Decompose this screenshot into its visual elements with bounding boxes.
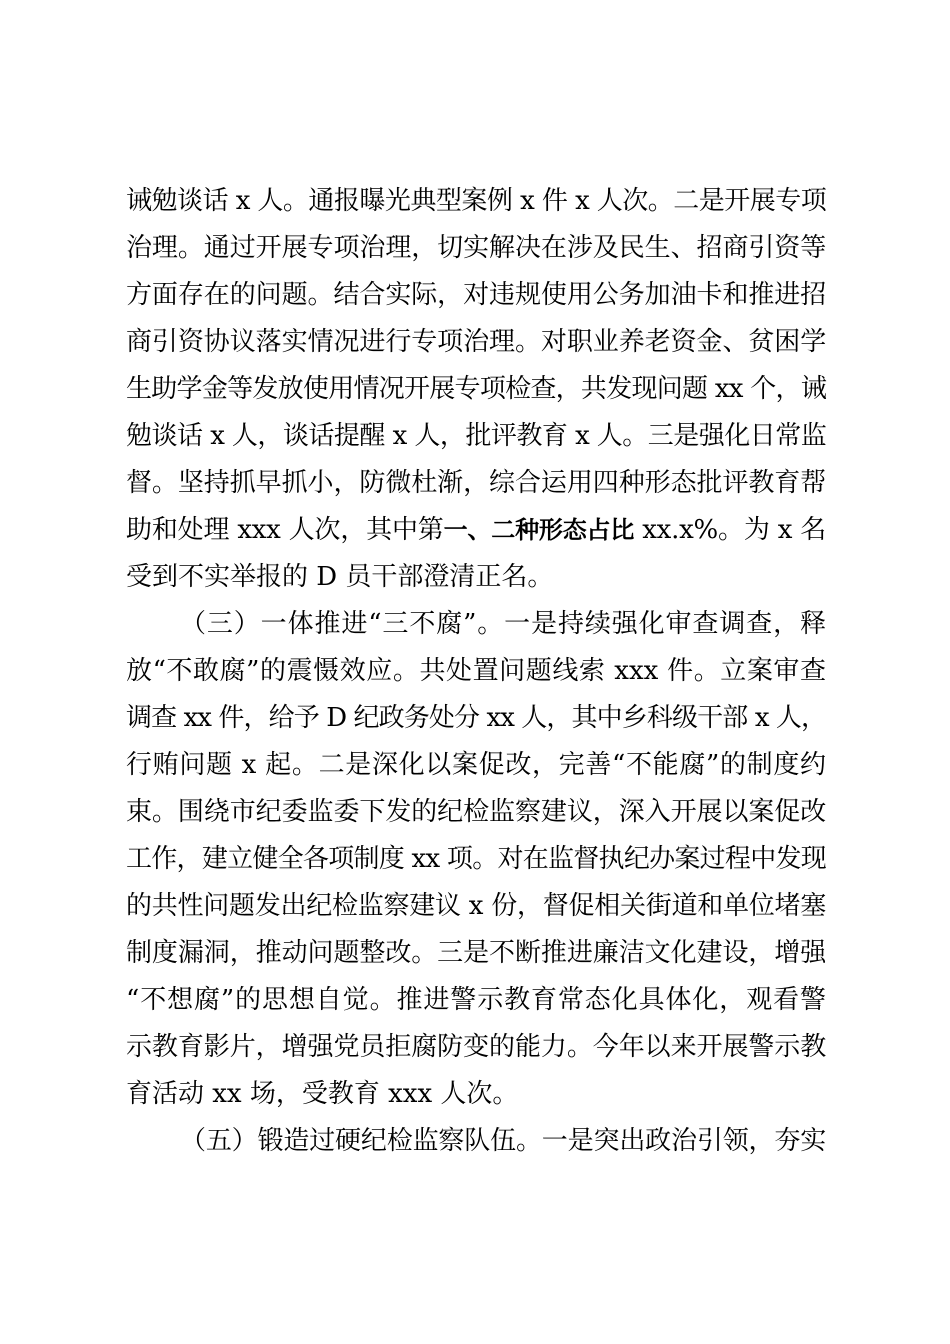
text-segment: 助和处理 xxx 人次，其中第: [126, 515, 444, 545]
text-line: “不想腐”的思想自觉。推进警示教育常态化具体化，观看警: [126, 985, 826, 1015]
text-line: 放“不敢腐”的震慑效应。共处置问题线索 xxx 件。立案审查: [126, 656, 826, 686]
section-heading-line: （三）一体推进“三不腐”。一是持续强化审查调查，释: [180, 609, 826, 639]
text-segment: xx.x%。为 x 名: [634, 515, 827, 545]
text-line: 育活动 xx 场，受教育 xxx 人次。: [126, 1079, 519, 1109]
text-line: 行贿问题 x 起。二是深化以案促改，完善“不能腐”的制度约: [126, 750, 826, 780]
text-line: 工作，建立健全各项制度 xx 项。对在监督执纪办案过程中发现: [126, 844, 826, 874]
text-line-mixed: [126, 510, 826, 550]
text-line: 调查 xx 件，给予 D 纪政务处分 xx 人，其中乡科级干部 x 人，: [126, 703, 826, 733]
text-line: 生助学金等发放使用情况开展专项检查，共发现问题 xx 个，诫: [126, 374, 826, 404]
text-line: 示教育影片，增强党员拒腐防变的能力。今年以来开展警示教: [126, 1032, 826, 1062]
text-line: 束。围绕市纪委监委下发的纪检监察建议，深入开展以案促改: [126, 797, 826, 827]
text-line: 勉谈话 x 人，谈话提醒 x 人，批评教育 x 人。三是强化日常监: [126, 421, 826, 451]
text-line: 治理。通过开展专项治理，切实解决在涉及民生、招商引资等: [126, 233, 826, 263]
text-line: 督。坚持抓早抓小，防微杜渐，综合运用四种形态批评教育帮: [126, 468, 826, 498]
section-heading-line: （五）锻造过硬纪检监察队伍。一是突出政治引领，夯实: [180, 1126, 826, 1156]
text-line: 商引资协议落实情况进行专项治理。对职业养老资金、贫困学: [126, 327, 826, 357]
text-line: 制度漏洞，推动问题整改。三是不断推进廉洁文化建设，增强: [126, 938, 826, 968]
text-line: 受到不实举报的 D 员干部澄清正名。: [126, 562, 554, 592]
text-line: 的共性问题发出纪检监察建议 x 份，督促相关街道和单位堵塞: [126, 891, 826, 921]
bold-text-segment: 一、二种形态占比: [443, 516, 635, 544]
text-line: 方面存在的问题。结合实际，对违规使用公务加油卡和推进招: [126, 280, 826, 310]
text-line: 诫勉谈话 x 人。通报曝光典型案例 x 件 x 人次。二是开展专项: [126, 186, 826, 216]
